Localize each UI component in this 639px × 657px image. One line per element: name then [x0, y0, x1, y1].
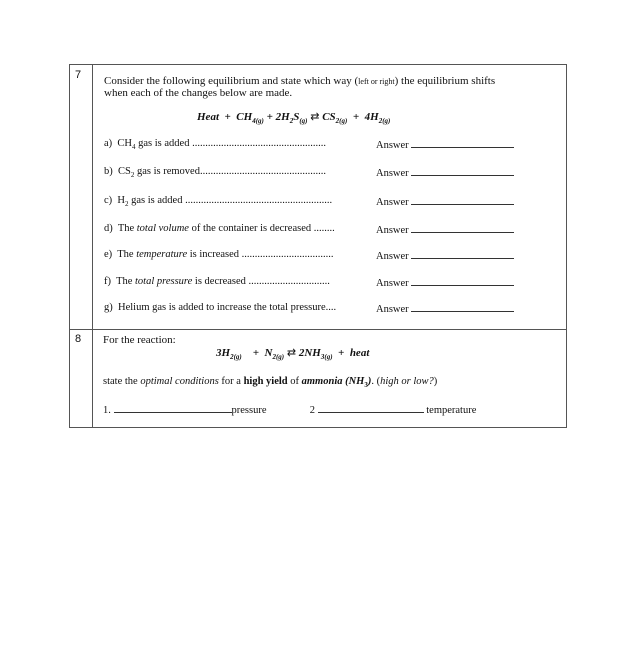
blank-2-label: temperature — [426, 405, 477, 416]
blank-1-label: pressure — [231, 405, 267, 416]
item-letter: d) — [104, 223, 113, 234]
item-text: The — [116, 276, 136, 287]
answer-label: Answer — [376, 278, 409, 289]
instruction-italic: optimal conditions — [140, 376, 219, 387]
dot-leader: ................................................ — [199, 166, 326, 177]
row-divider — [70, 329, 566, 330]
dot-leader: .... — [325, 302, 337, 313]
item-text: Helium gas is added to increase the total pressure — [118, 302, 326, 313]
intro-text-a: Consider the following equilibrium and state which way ( — [104, 75, 359, 87]
question-7-equation — [197, 110, 390, 125]
answer-blank-a[interactable] — [411, 138, 514, 148]
answer-d — [376, 223, 514, 236]
eq-plus: + — [352, 111, 360, 123]
answer-label: Answer — [376, 197, 409, 208]
answer-blank-c[interactable] — [411, 195, 514, 205]
eq-heat: heat — [349, 347, 370, 359]
dot-leader: ................................... — [241, 249, 334, 260]
eq-h2s-sub: 2 — [289, 117, 294, 126]
dot-leader: ................................................... — [192, 138, 326, 149]
eq-plus: + — [252, 347, 260, 359]
answer-label: Answer — [376, 304, 409, 315]
answer-blank-b[interactable] — [411, 166, 514, 176]
item-sub: 4 — [132, 143, 136, 152]
answer-blank-d[interactable] — [411, 223, 514, 233]
item-text: H — [117, 195, 126, 206]
intro-text-c: ) the equilibrium shifts — [394, 75, 496, 87]
answer-blank-g[interactable] — [411, 302, 514, 312]
item-text: is increased — [187, 249, 242, 260]
equilibrium-arrow-icon: ⇄ — [310, 111, 320, 123]
instruction-bold-italic: ) — [367, 376, 372, 387]
answer-g — [376, 302, 514, 315]
item-sub: 2 — [130, 171, 135, 180]
instruction-bold: high yield — [243, 376, 288, 387]
dot-leader: ........ — [313, 223, 335, 234]
item-text: gas is added — [135, 138, 193, 149]
item-text: of the container is decreased — [188, 223, 314, 234]
eq-2h: + 2H — [266, 111, 290, 123]
item-text: The — [117, 249, 137, 260]
item-letter: c) — [104, 195, 113, 206]
item-text: CS — [118, 166, 131, 177]
question-8-instruction — [103, 375, 437, 392]
question-7-item-c — [104, 195, 332, 208]
instruction-bold-italic: ammonia (NH — [301, 376, 365, 387]
item-sub: 2 — [125, 200, 129, 209]
eq-3h2: 3H — [216, 347, 231, 359]
eq-nh3-sub: 3(g) — [320, 353, 333, 362]
question-7-item-f — [104, 276, 330, 287]
answer-label: Answer — [376, 251, 409, 262]
item-text: CH — [117, 138, 133, 149]
item-italic: temperature — [136, 249, 188, 260]
instruction-text: for a — [218, 376, 244, 387]
worksheet-table — [69, 64, 567, 428]
question-8-intro: For the reaction: — [103, 334, 176, 346]
eq-n2-sub: 2(g) — [272, 353, 285, 362]
question-8-blanks — [103, 403, 476, 417]
item-text: gas is removed — [134, 166, 200, 177]
instruction-text: ) — [433, 376, 438, 387]
temperature-blank[interactable] — [318, 403, 424, 413]
eq-heat: Heat — [197, 111, 219, 123]
question-7-item-g — [104, 302, 336, 313]
item-text: is decreased — [192, 276, 249, 287]
item-letter: a) — [104, 138, 113, 149]
instruction-text: of — [287, 376, 302, 387]
blank-1-number: 1. — [103, 405, 111, 416]
eq-ch4-sub: 4(g) — [252, 117, 264, 126]
eq-plus: + — [338, 347, 345, 359]
eq-2nh3: 2NH — [298, 347, 321, 359]
answer-label: Answer — [376, 168, 409, 179]
instruction-text: state the — [103, 376, 141, 387]
blank-2-number: 2 — [309, 405, 315, 416]
dot-leader: ........................................................ — [185, 195, 333, 206]
question-7-item-a — [104, 138, 326, 151]
answer-label: Answer — [376, 225, 409, 236]
eq-n2: N — [264, 347, 273, 359]
question-7-intro-line2: when each of the changes below are made. — [104, 87, 293, 99]
eq-4h2: 4H — [364, 111, 379, 123]
item-letter: g) — [104, 302, 113, 313]
eq-s: S — [293, 111, 300, 123]
answer-blank-e[interactable] — [411, 249, 514, 259]
number-column — [70, 65, 93, 427]
question-7-item-d — [104, 223, 335, 234]
answer-b — [376, 166, 514, 179]
item-letter: b) — [104, 166, 113, 177]
answer-a — [376, 138, 514, 151]
eq-cs2: CS — [322, 111, 336, 123]
item-letter: e) — [104, 249, 113, 260]
question-7-item-e — [104, 249, 334, 260]
item-letter: f) — [104, 276, 111, 287]
instruction-sub: 3 — [364, 381, 368, 390]
eq-h2-sub: 2(g) — [230, 353, 242, 362]
answer-c — [376, 195, 514, 208]
instruction-italic: high or low? — [380, 376, 434, 387]
pressure-blank[interactable] — [114, 403, 232, 413]
eq-h2-sub: 2(g) — [378, 117, 391, 126]
question-8-equation — [216, 346, 369, 361]
eq-ch4: CH — [236, 111, 253, 123]
answer-e — [376, 249, 514, 262]
eq-cs2-sub: 2(g) — [335, 117, 348, 126]
intro-text-b: left or right — [358, 77, 395, 86]
instruction-text: . ( — [371, 376, 381, 387]
eq-plus: + — [224, 111, 231, 123]
item-italic: total pressure — [135, 276, 193, 287]
answer-blank-f[interactable] — [411, 276, 514, 286]
answer-f — [376, 276, 514, 289]
item-italic: total volume — [136, 223, 189, 234]
item-text: gas is added — [128, 195, 186, 206]
equilibrium-arrow-icon: ⇄ — [286, 347, 297, 359]
eq-s-sub: (g) — [299, 117, 308, 126]
question-7-item-b — [104, 166, 326, 179]
dot-leader: ............................... — [248, 276, 330, 287]
answer-label: Answer — [376, 140, 409, 151]
question-7-number: 7 — [75, 69, 82, 81]
item-text: The — [117, 223, 137, 234]
question-8-number: 8 — [75, 333, 82, 345]
